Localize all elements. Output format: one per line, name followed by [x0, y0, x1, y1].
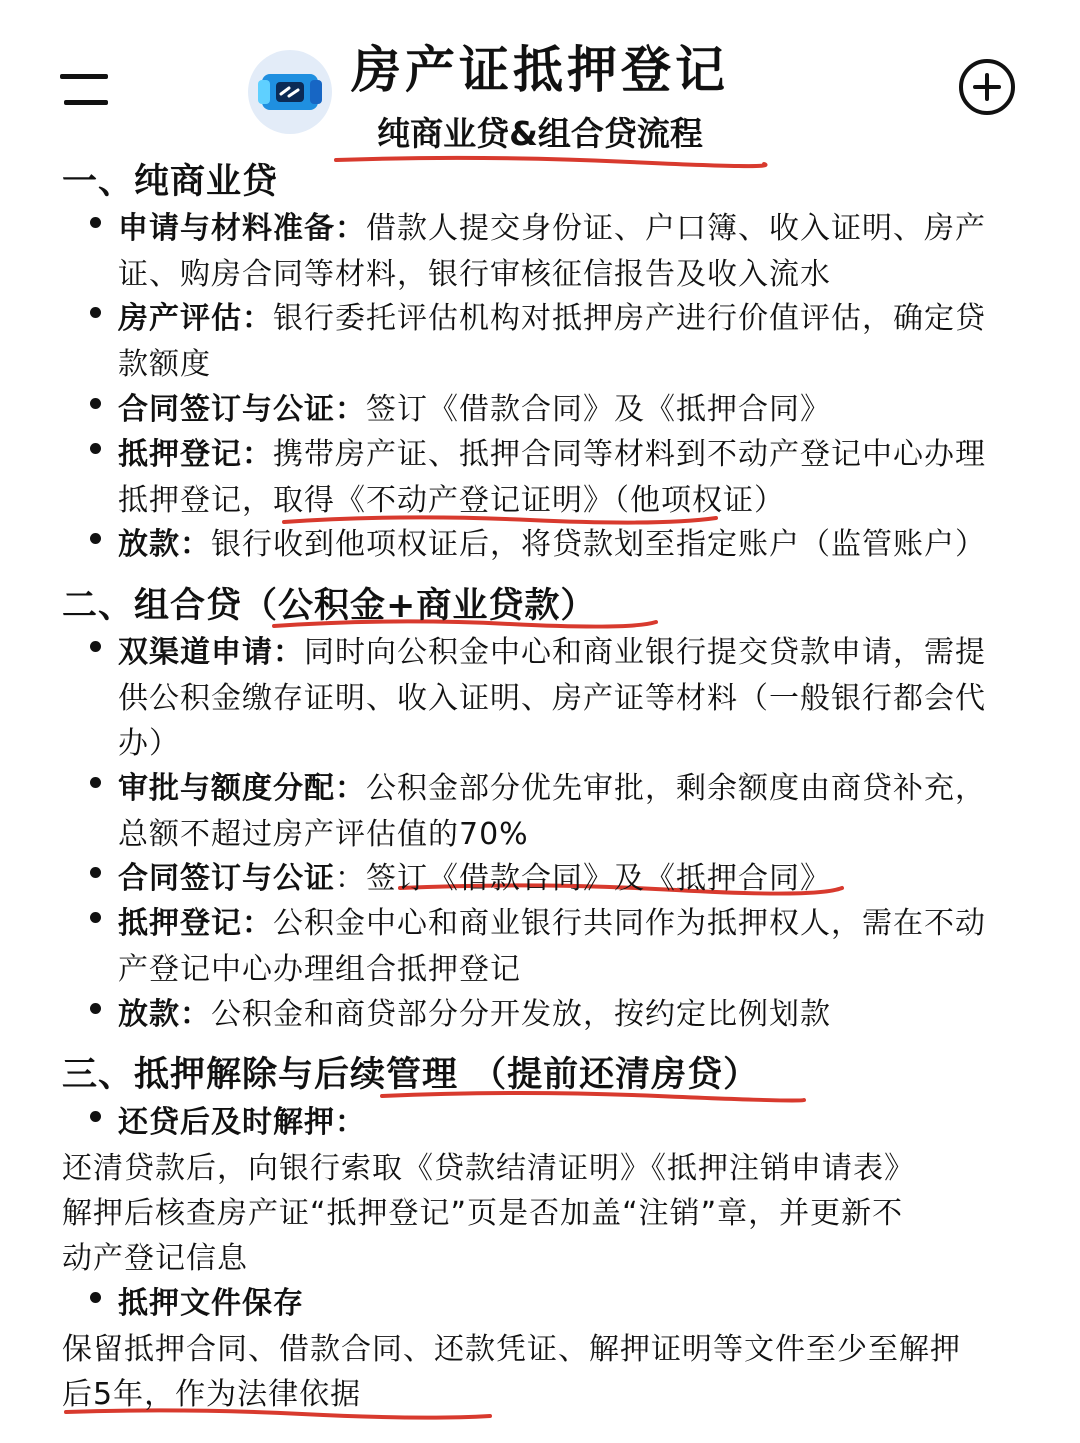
bullet-icon	[90, 867, 101, 878]
bullet-icon	[90, 912, 101, 923]
item-text: 公积金和商贷部分分开发放，按约定比例划款	[211, 997, 831, 1032]
section2-item5	[118, 989, 831, 1033]
item-label: 放款：	[118, 997, 211, 1032]
section1-item4	[118, 429, 986, 473]
bullet-icon	[90, 443, 101, 454]
bullet-icon	[90, 533, 101, 544]
section2-heading: 二、组合贷（公积金+商业贷款）	[62, 586, 597, 626]
item-label: 双渠道申请：	[118, 635, 304, 670]
item-text: 银行委托评估机构对抵押房产进行价值评估，确定贷	[273, 301, 986, 336]
item-label: 抵押登记：	[118, 437, 273, 472]
section1-heading: 一、纯商业贷	[62, 162, 279, 202]
section3-heading: 三、抵押解除与后续管理 （提前还清房贷）	[62, 1055, 760, 1095]
section1-item2-cont: 款额度	[118, 347, 211, 382]
item-label: 抵押登记：	[118, 906, 273, 941]
section3-sub1-line2: 解押后核查房产证“抵押登记”页是否加盖“注销”章，并更新不	[62, 1196, 904, 1231]
item-label: 合同签订与公证	[118, 861, 335, 896]
item-colon: ：	[335, 861, 366, 896]
section2-item1-cont: 供公积金缴存证明、收入证明、房产证等材料（一般银行都会代	[118, 681, 986, 716]
section2-item2-cont: 总额不超过房产评估值的70%	[118, 817, 529, 852]
item-text: 签订《借款合同》及《抵押合同》	[366, 392, 831, 427]
section2-item2	[118, 763, 986, 807]
page-title: 房产证抵押登记	[351, 41, 729, 99]
bullet-icon	[90, 217, 101, 228]
section3-sub2-line1: 保留抵押合同、借款合同、还款凭证、解押证明等文件至少至解押	[62, 1332, 961, 1367]
section1-item2	[118, 293, 986, 337]
bullet-icon	[90, 1111, 101, 1122]
item-text: 公积金中心和商业银行共同作为抵押权人，需在不动	[273, 906, 986, 941]
item-text: 携带房产证、抵押合同等材料到不动产登记中心办理	[273, 437, 986, 472]
item-text: 公积金部分优先审批，剩余额度由商贷补充，	[366, 771, 986, 806]
item-text: 银行收到他项权证后，将贷款划至指定账户（监管账户）	[211, 527, 986, 562]
item-text: 借款人提交身份证、户口簿、收入证明、房产	[366, 211, 986, 246]
header	[0, 0, 1080, 170]
section2-item1	[118, 627, 986, 671]
section1-item5	[118, 519, 986, 563]
section3-sub2-line2: 后5年，作为法律依据	[62, 1377, 362, 1412]
section2-item4-cont: 产登记中心办理组合抵押登记	[118, 952, 521, 987]
section1-item4-cont: 抵押登记，取得《不动产登记证明》（他项权证）	[118, 483, 785, 518]
section1-item3	[118, 384, 831, 428]
item-label: 房产评估：	[118, 301, 273, 336]
section1-item1	[118, 203, 986, 247]
section1-item1-cont: 证、购房合同等材料，银行审核征信报告及收入流水	[118, 257, 831, 292]
item-label: 放款：	[118, 527, 211, 562]
page-subtitle: 纯商业贷&组合贷流程	[377, 114, 703, 153]
add-circle-icon[interactable]	[958, 58, 1016, 116]
bullet-icon	[90, 641, 101, 652]
section3-sub1-line1: 还清贷款后，向银行索取《贷款结清证明》《抵押注销申请表》	[62, 1151, 915, 1186]
section2-item1-cont2: 办）	[118, 726, 180, 761]
item-label: 申请与材料准备：	[118, 211, 366, 246]
section3-sub1-line3: 动产登记信息	[62, 1241, 248, 1276]
bullet-icon	[90, 1292, 101, 1303]
section3-sub1-label: 还贷后及时解押：	[118, 1105, 366, 1140]
item-text: 签订《借款合同》及《抵押合同》	[366, 861, 831, 896]
item-text: 同时向公积金中心和商业银行提交贷款申请，需提	[304, 635, 986, 670]
item-label: 审批与额度分配：	[118, 771, 366, 806]
bullet-icon	[90, 398, 101, 409]
bullet-icon	[90, 1003, 101, 1014]
bullet-icon	[90, 307, 101, 318]
item-label: 合同签订与公证：	[118, 392, 366, 427]
section2-item3	[118, 853, 831, 897]
section3-sub2-label: 抵押文件保存	[118, 1286, 304, 1321]
section2-item4	[118, 898, 986, 942]
bullet-icon	[90, 777, 101, 788]
